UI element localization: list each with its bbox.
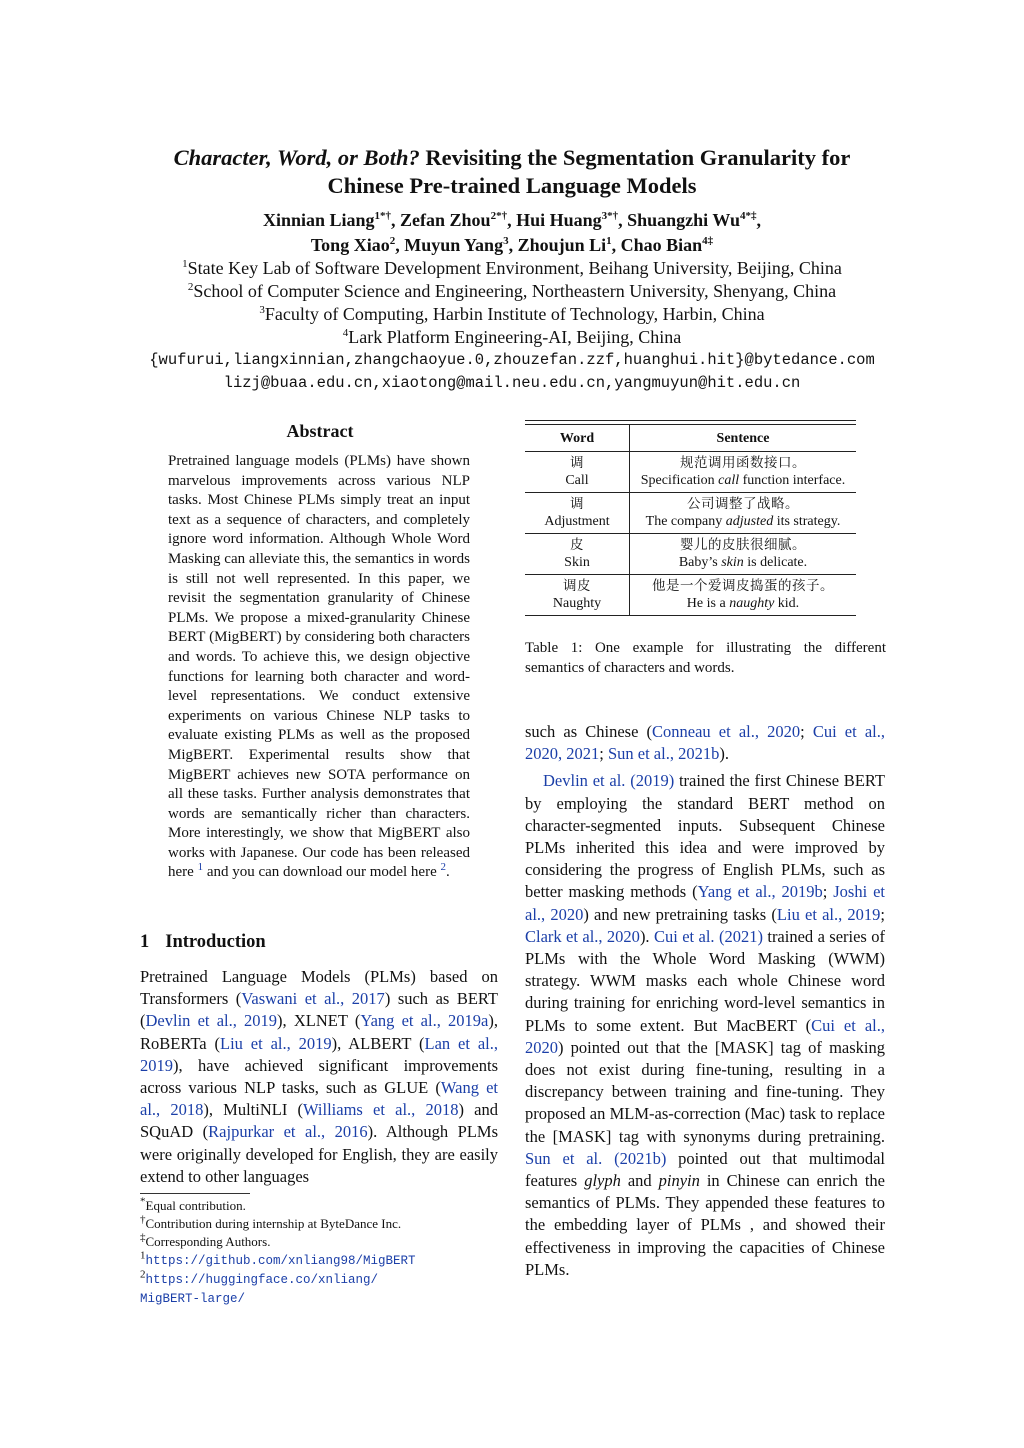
title-line1: Revisiting the Segmentation Granularity for xyxy=(425,145,851,170)
author-sup: 3*† xyxy=(601,210,619,222)
author-sup: 1*† xyxy=(374,210,392,222)
table-row: 皮 Skin 婴儿的皮肤很细腻。 Baby’s skin is delicate. xyxy=(525,534,856,575)
citation-link[interactable]: Sun et al., 2021b xyxy=(607,744,720,764)
section-title: Introduction xyxy=(165,932,266,952)
section-number: 1 xyxy=(140,932,150,952)
footnote: $^2$https://huggingface.co/xnliang/ xyxy=(140,1268,379,1287)
right-column-text xyxy=(525,721,885,1281)
citation-link[interactable]: Lan et al., 2019 xyxy=(140,1033,499,1075)
citation-link[interactable]: Williams et al., 2018 xyxy=(303,1100,459,1120)
author-name: Xinnian Liang xyxy=(262,210,375,230)
author-name: Chao Bian xyxy=(620,235,703,255)
abstract-heading: Abstract xyxy=(286,421,354,441)
section-heading xyxy=(140,932,266,953)
paragraph: such as Chinese (Conneau et al., 2020; Cui et al., 2020, 2021; Sun et al., 2021b). xyxy=(525,722,885,764)
citation-link[interactable]: Clark et al., 2020 xyxy=(525,926,640,946)
affiliation: $^4$Lark Platform Engineering-AI, Beijing, China xyxy=(342,327,682,347)
citation-link[interactable]: Rajpurkar et al., 2016 xyxy=(208,1122,368,1142)
example-table xyxy=(525,425,856,616)
author-name: Muyun Yang xyxy=(404,235,504,255)
title-line2: Chinese Pre-trained Language Models xyxy=(327,173,697,198)
footnotes xyxy=(140,1197,500,1308)
abstract-text: Pretrained language models (PLMs) have shown marvelous improvements across various NLP tasks. Most Chinese PLMs simply treat an input text as a sequence of characters, and completely ignore word information. Although Whole Word Masking can alleviate this, the semantics in words is still not well represented. In this paper, we revisit the segmentation granularity of Chinese PLMs. We propose a mixed-granularity Chinese BERT (MigBERT) by considering both characters and words. To achieve this, we design objective functions for learning both character and word-level representations. We conduct extensive experiments on various Chinese NLP tasks to evaluate existing PLMs as well as the proposed MigBERT. Experimental results show that MigBERT achieves new SOTA performance on all these tasks. Further analysis demonstrates that words are semantically richer than characters. More interestingly, we show that MigBERT also works with Japanese. Our code has been released here $^1$ and you can download our model here $^2$. xyxy=(168,453,470,881)
author-sup: 4‡ xyxy=(702,235,714,247)
footnote: *Equal contribution. xyxy=(140,1195,246,1213)
paragraph: Devlin et al. (2019) trained the first Chinese BERT by employing the standard BERT method on character-segmented inputs. Subsequent Chinese PLMs inherited this idea and were improved by considering the progress of English PLMs, such as better masking methods (Yang et al., 2019b; Joshi et al., 2020) and new pretraining tasks (Liu et al., 2019; Clark et al., 2020). Cui et al. (2021) trained a series of PLMs with the Whole Word Masking (WWM) strategy. WWM masks each whole Chinese word during training for enriching word-level semantics in PLMs to some extent. But MacBERT (Cui et al., 2020) pointed out that the [MASK] tag of masking does not exist during fine-tuning, resulting in a discrepancy between training and fine-tuning. They proposed an MLM-as-correction (Mac) task to replace the [MASK] tag with synonyms during pretraining. Sun et al. (2021b) pointed out that multimodal features glyph and pinyin in Chinese can enrich the semantics of PLMs. They appended these features to the embedding layer of PLMs , and showed their effectiveness in improving the capacities of Chinese PLMs. xyxy=(525,771,886,1279)
footnote: †Contribution during internship at ByteDance Inc. xyxy=(140,1213,402,1231)
authors-line2: Tong Xiao$^2$, Muyun Yang$^3$, Zhoujun Li$^1$, Chao Bian$^{4\ddagger}$ xyxy=(310,235,714,255)
affiliation: $^2$School of Computer Science and Engineering, Northeastern University, Shenyang, China xyxy=(187,281,837,301)
citation-link[interactable]: Cui et al., 2020 xyxy=(525,1015,886,1057)
citation-link[interactable]: Vaswani et al., 2017 xyxy=(241,989,385,1009)
author-name: Shuangzhi Wu xyxy=(627,210,741,230)
footnote-url-link[interactable]: https://github.com/xnliang98/MigBERT xyxy=(145,1254,416,1268)
author-name: Hui Huang xyxy=(516,210,602,230)
table-row: 调皮 Naughty 他是一个爱调皮捣蛋的孩子。 He is a naughty kid. xyxy=(525,575,856,616)
citation-link[interactable]: Joshi et al., 2020 xyxy=(525,882,885,924)
footnote-divider xyxy=(140,1193,250,1194)
footnote-url-link[interactable]: https://huggingface.co/xnliang/ xyxy=(145,1273,379,1287)
paper-title xyxy=(0,144,1024,200)
citation-link[interactable]: Devlin et al., 2019 xyxy=(145,1011,278,1031)
table-header-sentence: Sentence xyxy=(630,425,857,452)
author-name: Zefan Zhou xyxy=(400,210,491,230)
table-row: 调 Adjustment 公司调整了战略。 The company adjusted its strategy. xyxy=(525,493,856,534)
author-sup: 4*‡ xyxy=(740,210,757,222)
footnote xyxy=(140,1289,500,1308)
affiliation: $^1$State Key Lab of Software Development Environment, Beihang University, Beijing, China xyxy=(182,258,842,278)
author-list xyxy=(0,208,1024,258)
title-italic: Character, Word, or Both? xyxy=(173,145,420,170)
author-emails xyxy=(0,349,1024,395)
author-name: Tong Xiao xyxy=(310,235,390,255)
footnote-ref[interactable]: 1 xyxy=(197,861,204,874)
affiliations xyxy=(0,257,1024,349)
citation-link[interactable]: Wang et al., 2018 xyxy=(140,1078,499,1120)
footnote-ref[interactable]: 2 xyxy=(440,861,446,874)
citation-link[interactable]: Sun et al. (2021b) xyxy=(525,1148,667,1168)
email-line: lizj@buaa.edu.cn,xiaotong@mail.neu.edu.cn,yangmuyun@hit.edu.cn xyxy=(223,374,801,392)
authors-line1: Xinnian Liang$^{1*\dagger}$, Zefan Zhou$^{2*\dagger}$, Hui Huang$^{3*\dagger}$, Shuangzhi $Wu^{4*\ddagger}$, xyxy=(262,210,762,230)
author-name: Zhoujun Li xyxy=(517,235,607,255)
citation-link[interactable]: Liu et al., 2019 xyxy=(776,904,881,924)
citation-link[interactable]: Cui et al. (2021) xyxy=(653,926,763,946)
citation-link[interactable]: Yang et al., 2019b xyxy=(697,882,823,902)
intro-paragraph: Pretrained Language Models (PLMs) based on Transformers (Vaswani et al., 2017) such as BERT (Devlin et al., 2019), XLNET (Yang et al., 2019a), RoBERTa (Liu et al., 2019), ALBERT (Lan et al., 2019), have achieved significant improvements across various NLP tasks, such as GLUE (Wang et al., 2018), MultiNLI (Williams et al., 2018) and SQuAD (Rajpurkar et al., 2016). Although PLMs were originally developed for English, they are easily extend to other languages xyxy=(140,967,499,1186)
citation-link[interactable]: Devlin et al. (2019) xyxy=(543,771,675,791)
author-sup: 1 xyxy=(606,235,612,247)
citation-link[interactable]: Liu et al., 2019 xyxy=(220,1033,332,1053)
citation-link[interactable]: Yang et al., 2019a xyxy=(360,1011,489,1031)
footnote: ‡Corresponding Authors. xyxy=(140,1231,271,1249)
affiliation: $^3$Faculty of Computing, Harbin Institute of Technology, Harbin, China xyxy=(259,304,765,324)
author-sup: 2 xyxy=(389,235,396,247)
table-caption: Table 1: One example for illustrating the different semantics of characters and words. xyxy=(525,640,886,676)
table-row: 调 Call 规范调用函数接口。 Specification call function interface. xyxy=(525,452,856,493)
table-header-word: Word xyxy=(525,425,630,452)
author-sup: 3 xyxy=(503,235,509,247)
footnote: $^1$https://github.com/xnliang98/MigBERT xyxy=(140,1249,416,1268)
author-sup: 2*† xyxy=(490,210,508,222)
citation-link[interactable]: Conneau et al., 2020 xyxy=(652,722,801,741)
email-line: {wufurui,liangxinnian,zhangchaoyue.0,zhouzefan.zzf,huanghui.hit}@bytedance.com xyxy=(149,351,875,369)
citation-link[interactable]: Cui et al., 2020, 2021 xyxy=(525,722,885,764)
footnote-url-link[interactable]: MigBERT-large/ xyxy=(140,1292,246,1306)
